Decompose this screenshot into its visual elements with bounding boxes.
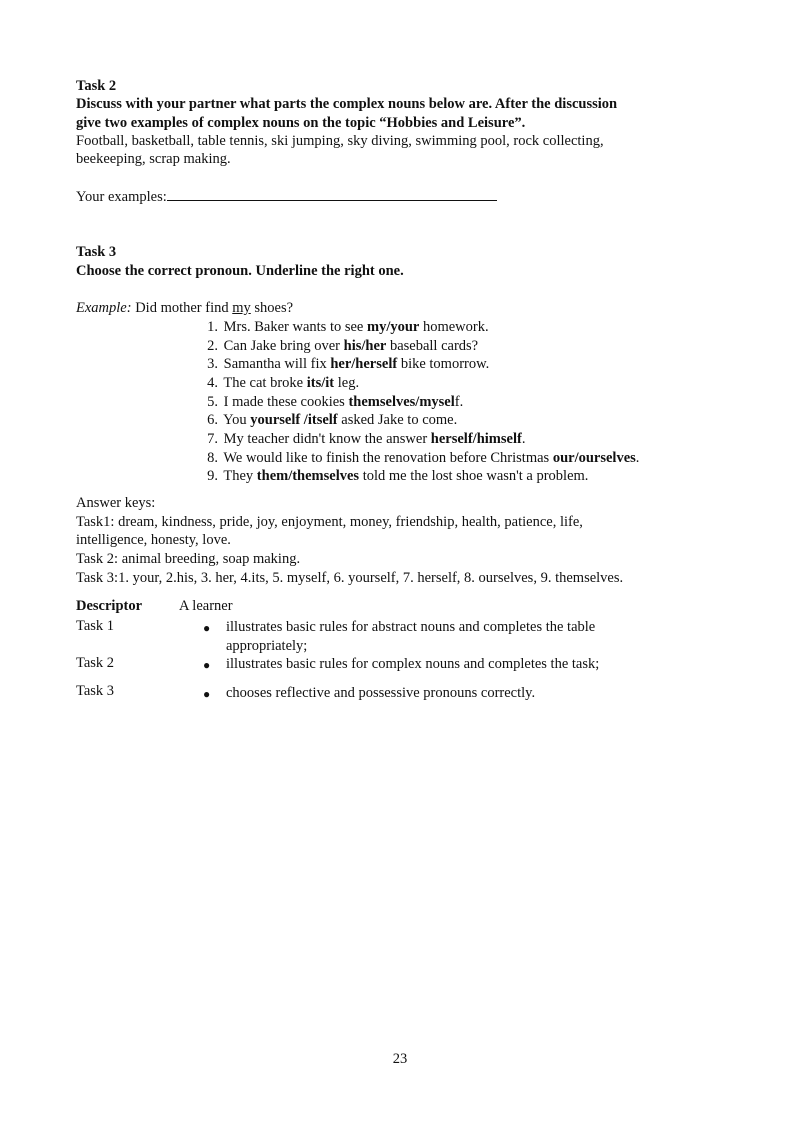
pronoun-choice[interactable]: my/your — [366, 319, 420, 335]
pronoun-choice[interactable]: them/themselves — [256, 468, 360, 484]
descriptor-text: chooses reflective and possessive pronouns correctly. — [226, 685, 536, 701]
examples-label: Your examples: — [76, 189, 167, 205]
task2-words-line2: beekeeping, scrap making. — [76, 151, 231, 167]
example-underlined: my — [232, 300, 251, 316]
descriptor-task-label: Task 2 — [76, 655, 115, 671]
sentence-item: 1. Mrs. Baker wants to see my/your homework. — [207, 319, 489, 335]
descriptor-text: illustrates basic rules for abstract nouns and completes the table appropriately; — [226, 619, 596, 654]
pronoun-choice[interactable]: themselves/mysel — [348, 394, 455, 410]
bullet-icon: ● — [203, 621, 211, 635]
bullet-icon: ● — [203, 658, 211, 672]
bullet-icon: ● — [203, 687, 211, 701]
sentence-item: 9. They them/themselves told me the lost shoe wasn't a problem. — [207, 468, 589, 484]
examples-blank[interactable] — [167, 188, 497, 201]
task2-words-line1: Football, basketball, table tennis, ski jumping, sky diving, swimming pool, rock collecting, — [76, 133, 604, 149]
task2-heading: Task 2 — [76, 78, 117, 94]
pronoun-choice[interactable]: our/ourselves — [552, 450, 636, 466]
pronoun-choice[interactable]: her/herself — [330, 356, 398, 372]
sentence-item: 3. Samantha will fix her/herself bike tomorrow. — [207, 356, 490, 372]
descriptor-header-value: A learner — [179, 598, 233, 614]
descriptor-task-label: Task 1 — [76, 618, 115, 634]
example-pre: Did mother find — [135, 300, 229, 316]
sentence-item: 4. The cat broke its/it leg. — [207, 375, 360, 391]
sentence-item: 6. You yourself /itself asked Jake to come. — [207, 412, 458, 428]
descriptor-header-label: Descriptor — [76, 598, 143, 614]
answers-task3: Task 3:1. your, 2.his, 3. her, 4.its, 5. myself, 6. yourself, 7. herself, 8. ourselves, 9. themselves. — [76, 570, 624, 586]
task2-instruction-line1: Discuss with your partner what parts the complex nouns below are. After the discussion — [76, 96, 618, 112]
example-post: shoes? — [254, 300, 294, 316]
sentence-item: 5. I made these cookies themselves/myself. — [207, 394, 464, 410]
page-number: 23 — [392, 1051, 408, 1067]
sentence-item: 8. We would like to finish the renovation before Christmas our/ourselves. — [207, 450, 640, 466]
example-label: Example: — [76, 300, 132, 316]
descriptor-text: illustrates basic rules for complex nouns and completes the task; — [226, 656, 600, 672]
sentence-item: 7. My teacher didn't know the answer herself/himself. — [207, 431, 526, 447]
answers-task2: Task 2: animal breeding, soap making. — [76, 551, 301, 567]
task3-instruction: Choose the correct pronoun. Underline the right one. — [76, 263, 404, 279]
task3-example — [76, 299, 726, 318]
task2-instruction-line2: give two examples of complex nouns on the topic “Hobbies and Leisure”. — [76, 115, 526, 131]
pronoun-choice[interactable]: its/it — [306, 375, 335, 391]
answers-task1-line2: intelligence, honesty, love. — [76, 532, 231, 548]
answers-title: Answer keys: — [76, 495, 156, 511]
pronoun-choice[interactable]: yourself /itself — [250, 412, 338, 428]
descriptor-task-label: Task 3 — [76, 683, 115, 699]
pronoun-choice[interactable]: herself/himself — [430, 431, 522, 447]
examples-line — [76, 188, 726, 207]
task3-heading: Task 3 — [76, 244, 117, 260]
sentence-item: 2. Can Jake bring over his/her baseball cards? — [207, 338, 479, 354]
answers-task1-line1: Task1: dream, kindness, pride, joy, enjoyment, money, friendship, health, patience, life, — [76, 514, 583, 530]
pronoun-choice[interactable]: his/her — [343, 338, 387, 354]
